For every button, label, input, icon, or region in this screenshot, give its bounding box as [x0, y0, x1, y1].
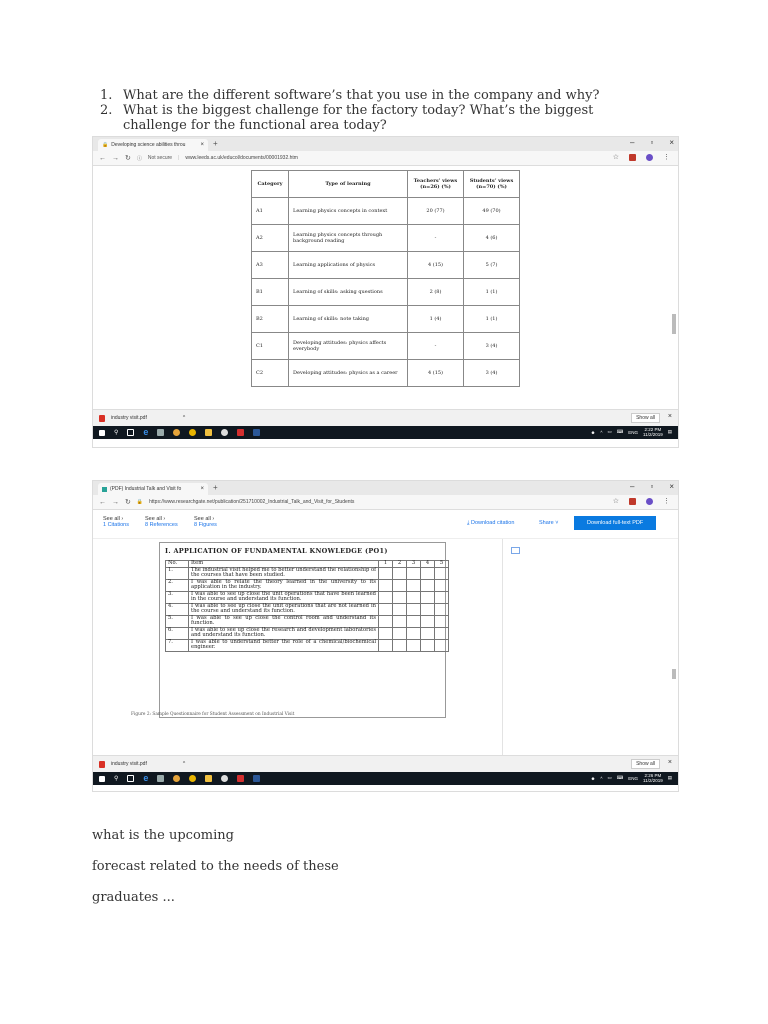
column-header: Type of learning — [289, 171, 408, 198]
search-icon[interactable]: ⚲ — [114, 776, 119, 782]
table-cell: 4 (15) — [408, 360, 464, 387]
see-all-link: See all › — [103, 516, 124, 522]
app-icon[interactable] — [157, 429, 164, 436]
table-row — [166, 615, 449, 627]
forward-icon[interactable]: → — [112, 154, 119, 162]
question-text: What are the different software’s that you use in the company and why? — [123, 88, 600, 103]
column-header: 5 — [435, 561, 449, 568]
table-row — [166, 579, 449, 591]
share-label: Share — [539, 520, 554, 526]
task-view-icon[interactable] — [127, 429, 134, 436]
download-bar — [93, 755, 678, 772]
tray-chevron-icon[interactable]: ^ — [600, 775, 603, 781]
table-cell: Developing attitudes: physics affects everybody — [289, 333, 408, 360]
column-header: Category — [252, 171, 289, 198]
item-text: The industrial visit helped me to better understand the relationship of the courses that have been studied. — [189, 567, 379, 579]
download-pdf-button[interactable]: Download full-text PDF — [574, 516, 656, 530]
table-cell: 3 (4) — [464, 333, 520, 360]
table-cell: 5 (7) — [464, 252, 520, 279]
section-title: I. APPLICATION OF FUNDAMENTAL KNOWLEDGE (PO1) — [165, 547, 388, 555]
table-cell: A2 — [252, 225, 289, 252]
tray-chevron-icon[interactable]: ^ — [600, 429, 603, 435]
table-header-row — [252, 171, 520, 198]
back-icon[interactable]: ← — [99, 154, 106, 162]
url-field[interactable]: https://www.researchgate.net/publication/251710002_Industrial_Talk_and_Visit_for_Students — [149, 499, 355, 505]
word-icon[interactable] — [253, 429, 260, 436]
body-text-line: forecast related to the needs of these — [92, 859, 339, 874]
close-download-bar-icon[interactable]: × — [667, 759, 672, 766]
clock-date: 11/2/2019 — [643, 778, 663, 783]
table-row — [252, 306, 520, 333]
notification-icon[interactable]: ▤ — [667, 775, 672, 780]
table-cell: 20 (77) — [408, 198, 464, 225]
address-bar: ← → ↻ ⓘ Not secure | www.leeds.ac.uk/educol/documents/00001932.htm ☆ ⋮ — [93, 151, 678, 166]
maximize-icon[interactable]: ▫ — [650, 138, 654, 147]
file-explorer-icon[interactable] — [205, 775, 212, 782]
column-header: 1 — [379, 561, 393, 568]
citations-link[interactable] — [103, 516, 129, 528]
table-cell: 1 (1) — [464, 306, 520, 333]
clock[interactable] — [643, 427, 663, 437]
close-tab-icon[interactable]: × — [200, 486, 204, 492]
item-number: 4. — [166, 603, 189, 615]
column-header: No. — [166, 561, 189, 568]
table-cell: Learning physics concepts in context — [289, 198, 408, 225]
close-download-bar-icon[interactable]: × — [667, 413, 672, 420]
minimize-icon[interactable]: – — [630, 138, 635, 147]
download-bar — [93, 409, 678, 426]
maximize-icon[interactable]: ▫ — [650, 482, 654, 491]
download-filename[interactable]: industry visit.pdf — [111, 415, 147, 421]
chevron-up-icon[interactable]: ^ — [182, 761, 186, 767]
figure-caption: Figure 2: Sample Questionnaire for Student Assessment on Industrial Visit — [131, 712, 295, 717]
figures-link[interactable] — [194, 516, 217, 528]
figures-count: 8 Figures — [194, 522, 217, 528]
windows-taskbar — [93, 426, 678, 439]
table-cell: Learning of skills: asking questions — [289, 279, 408, 306]
table-cell: - — [408, 225, 464, 252]
toolbar-icons — [613, 154, 670, 161]
table-row — [166, 591, 449, 603]
references-count: 8 References — [145, 522, 178, 528]
researchgate-toolbar — [93, 510, 678, 539]
file-explorer-icon[interactable] — [205, 429, 212, 436]
column-header: Students’ views (n=70) (%) — [464, 171, 520, 198]
edge-icon[interactable]: e — [143, 427, 149, 437]
table-cell: C1 — [252, 333, 289, 360]
body-text-line: graduates ... — [92, 890, 175, 905]
message-icon[interactable] — [511, 547, 520, 554]
table-row — [252, 360, 520, 387]
profile-icon[interactable] — [646, 498, 653, 505]
browser-screenshot-leeds — [92, 136, 679, 448]
clock-time: 2:22 PM — [644, 427, 662, 432]
menu-icon[interactable]: ⋮ — [663, 498, 670, 505]
app-icon[interactable] — [221, 775, 228, 782]
word-icon[interactable] — [253, 775, 260, 782]
question-list — [100, 88, 620, 133]
app-icon[interactable] — [173, 775, 180, 782]
item-number: 5. — [166, 615, 189, 627]
question-number: 1. — [100, 88, 113, 103]
acrobat-icon[interactable] — [237, 429, 244, 436]
item-number: 3. — [166, 591, 189, 603]
table-row — [252, 225, 520, 252]
scrollbar-thumb[interactable] — [672, 669, 676, 679]
chevron-up-icon[interactable]: ^ — [182, 415, 186, 421]
clock-time: 2:26 PM — [644, 773, 662, 778]
browser-tab[interactable] — [98, 483, 208, 495]
table-cell: C2 — [252, 360, 289, 387]
extension-icon[interactable] — [629, 498, 636, 505]
clock[interactable] — [643, 773, 663, 783]
close-window-icon[interactable]: × — [669, 482, 674, 491]
forward-icon[interactable]: → — [112, 498, 119, 506]
language-indicator[interactable]: ENG — [628, 429, 639, 435]
scrollbar-thumb[interactable] — [672, 314, 676, 334]
learning-table — [251, 170, 520, 387]
window-controls — [630, 482, 674, 491]
people-icon[interactable]: ☻ — [590, 429, 596, 435]
see-all-link: See all › — [194, 516, 215, 522]
keyboard-icon[interactable]: ⌨ — [616, 775, 624, 780]
close-tab-icon[interactable]: × — [200, 142, 204, 148]
star-icon[interactable]: ☆ — [612, 498, 619, 505]
table-cell: 3 (4) — [464, 360, 520, 387]
windows-start-icon[interactable] — [99, 430, 105, 436]
item-number: 6. — [166, 627, 189, 639]
new-tab-icon[interactable]: + — [213, 139, 218, 148]
tab-bar — [93, 137, 678, 151]
lock-icon: 🔒 — [102, 142, 109, 148]
table-cell: 1 (1) — [464, 279, 520, 306]
download-filename[interactable]: industry visit.pdf — [111, 761, 147, 767]
item-text: I was able to see up close the research and development laboratories and understand its function. — [189, 627, 379, 639]
table-cell: 4 (15) — [408, 252, 464, 279]
star-icon[interactable]: ☆ — [612, 154, 619, 161]
table-cell: - — [408, 333, 464, 360]
acrobat-icon[interactable] — [237, 775, 244, 782]
table-row — [166, 603, 449, 615]
pdf-file-icon — [99, 761, 105, 768]
download-citation-label: Download citation — [470, 520, 515, 526]
browser-screenshot-researchgate — [92, 480, 679, 792]
column-header: 3 — [407, 561, 421, 568]
system-tray — [591, 427, 672, 437]
show-all-button[interactable]: Show all — [631, 759, 660, 769]
table-cell: Developing attitudes: physics as a career — [289, 360, 408, 387]
reload-icon[interactable]: ↻ — [125, 499, 131, 506]
share-button[interactable] — [539, 520, 558, 526]
table-cell: 2 (8) — [408, 279, 464, 306]
table-cell: B1 — [252, 279, 289, 306]
item-text: I was able to see up close the unit operations that are not learned in the course and understand its function. — [189, 603, 379, 615]
download-icon: ⤓ — [467, 520, 471, 526]
table-row — [252, 333, 520, 360]
tab-title: Developing science abilities throu — [111, 142, 186, 148]
table-cell: 1 (4) — [408, 306, 464, 333]
address-bar — [93, 495, 678, 510]
chrome-icon[interactable] — [189, 775, 196, 782]
menu-icon[interactable]: ⋮ — [663, 154, 670, 161]
back-icon[interactable]: ← — [99, 498, 106, 506]
table-row — [252, 198, 520, 225]
keyboard-icon[interactable]: ⌨ — [616, 429, 624, 434]
edge-icon[interactable]: e — [143, 773, 149, 783]
table-row — [166, 567, 449, 579]
download-citation-button[interactable] — [467, 520, 514, 527]
table-cell: Learning applications of physics — [289, 252, 408, 279]
questionnaire-table — [165, 560, 449, 652]
question-number: 2. — [100, 103, 113, 118]
table-row — [166, 627, 449, 639]
item-text: I was able to see up close the control room and understand its function. — [189, 615, 379, 627]
table-row — [252, 279, 520, 306]
see-all-link: See all › — [145, 516, 166, 522]
app-icon[interactable] — [221, 429, 228, 436]
reload-icon[interactable]: ↻ — [125, 155, 131, 162]
minimize-icon[interactable]: – — [630, 482, 635, 491]
item-text: I was able to relate the theory learned in the university to its application in the industry. — [189, 579, 379, 591]
clock-date: 11/2/2019 — [643, 432, 663, 437]
table-cell: B2 — [252, 306, 289, 333]
language-indicator[interactable]: ENG — [628, 775, 639, 781]
tab-title: (PDF) Industrial Talk and Visit fo — [110, 486, 182, 492]
show-all-button[interactable]: Show all — [631, 413, 660, 423]
item-number: 7. — [166, 639, 189, 651]
windows-taskbar — [93, 772, 678, 785]
item-text: I was able to understand better the role of a chemical/biochemical engineer. — [189, 639, 379, 651]
system-tray — [591, 773, 672, 783]
toolbar-icons — [613, 498, 670, 505]
question-item — [100, 103, 620, 133]
table-cell: Learning of skills: note taking — [289, 306, 408, 333]
extension-icon[interactable] — [629, 154, 636, 161]
column-header: Item — [189, 561, 379, 568]
citations-count: 1 Citations — [103, 522, 129, 528]
window-controls — [630, 138, 674, 147]
pdf-file-icon — [99, 415, 105, 422]
table-cell: Learning physics concepts through background reading — [289, 225, 408, 252]
table-cell: 49 (70) — [464, 198, 520, 225]
table-cell: A3 — [252, 252, 289, 279]
windows-start-icon[interactable] — [99, 776, 105, 782]
item-number: 2. — [166, 579, 189, 591]
question-item — [100, 88, 620, 103]
close-window-icon[interactable]: × — [669, 138, 674, 147]
researchgate-tab-icon — [102, 487, 107, 492]
lock-icon[interactable]: 🔒 — [136, 499, 144, 505]
search-icon[interactable]: ⚲ — [114, 430, 119, 436]
battery-icon[interactable]: ▭ — [607, 429, 612, 434]
table-row — [252, 252, 520, 279]
table-row — [166, 639, 449, 651]
info-icon[interactable]: ⓘ — [136, 155, 142, 162]
tab-bar — [93, 481, 678, 495]
item-text: I was able to see up close the unit operations that have been learned in the course and understand its function. — [189, 591, 379, 603]
column-header: 2 — [393, 561, 407, 568]
column-header: Teachers’ views (n=26) (%) — [408, 171, 464, 198]
security-label: Not secure — [147, 155, 173, 161]
item-number: 1. — [166, 567, 189, 579]
table-cell: A1 — [252, 198, 289, 225]
browser-tab[interactable] — [98, 139, 208, 151]
profile-icon[interactable] — [646, 154, 653, 161]
body-text-line: what is the upcoming — [92, 828, 234, 843]
column-header: 4 — [421, 561, 435, 568]
chrome-icon[interactable] — [189, 429, 196, 436]
notification-icon[interactable]: ▤ — [667, 429, 672, 434]
references-link[interactable] — [145, 516, 178, 528]
url-field[interactable]: www.leeds.ac.uk/educol/documents/00001932.htm — [185, 155, 298, 161]
battery-icon[interactable]: ▭ — [607, 775, 612, 780]
task-view-icon[interactable] — [127, 775, 134, 782]
column-divider — [502, 539, 503, 755]
new-tab-icon[interactable]: + — [213, 483, 218, 492]
chevron-down-icon: ˅ — [555, 520, 559, 526]
page-content — [93, 539, 678, 755]
table-cell: 4 (6) — [464, 225, 520, 252]
app-icon[interactable] — [173, 429, 180, 436]
people-icon[interactable]: ☻ — [590, 775, 596, 781]
question-text: What is the biggest challenge for the factory today? What’s the biggest challenge for the functional area today? — [123, 103, 594, 133]
page-content — [93, 166, 678, 409]
app-icon[interactable] — [157, 775, 164, 782]
